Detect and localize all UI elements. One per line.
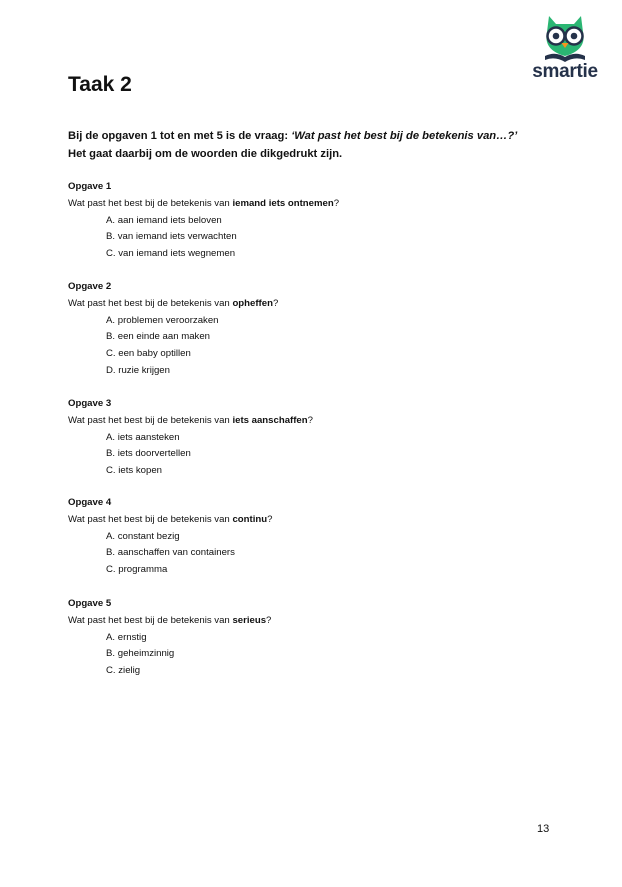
option-b: B. iets doorvertellen [106, 448, 191, 460]
question-4 [68, 495, 272, 579]
intro-line-2: Het gaat daarbij om de woorden die dikgedrukt zijn. [68, 148, 343, 160]
option-d: D. ruzie krijgen [106, 364, 170, 376]
question-title: Opgave 5 [68, 598, 112, 609]
question-2 [68, 279, 278, 380]
option-c: C. programma [106, 564, 168, 576]
question-prefix: Wat past het best bij de betekenis van [68, 297, 233, 309]
intro-prefix: Bij de opgaven 1 tot en met 5 is de vraag: [68, 130, 292, 142]
answer-options [68, 630, 271, 680]
question-text [68, 196, 339, 213]
page-number: 13 [537, 823, 550, 835]
option-a: A. aan iemand iets beloven [106, 214, 222, 226]
question-title: Opgave 3 [68, 398, 112, 409]
question-text [68, 413, 313, 430]
option-b: B. een einde aan maken [106, 331, 211, 343]
question-prefix: Wat past het best bij de betekenis van [68, 197, 233, 209]
option-c: C. zielig [106, 665, 141, 677]
answer-options [68, 313, 278, 380]
option-c: C. van iemand iets wegnemen [106, 248, 236, 260]
question-suffix: ? [272, 297, 279, 309]
option-c: C. iets kopen [106, 465, 162, 477]
option-a: A. ernstig [106, 631, 147, 643]
question-term: iets aanschaffen [232, 414, 308, 426]
question-1 [68, 179, 339, 263]
question-suffix: ? [266, 614, 272, 626]
brand-name: smartie [532, 61, 598, 82]
question-title: Opgave 2 [68, 281, 112, 292]
answer-options [68, 213, 339, 263]
option-a: A. problemen veroorzaken [106, 314, 219, 326]
page-title: Taak 2 [68, 73, 132, 96]
question-5 [68, 596, 271, 680]
question-prefix: Wat past het best bij de betekenis van [68, 414, 233, 426]
question-term: iemand iets ontnemen [232, 197, 334, 209]
question-suffix: ? [267, 513, 273, 525]
option-b: B. van iemand iets verwachten [106, 231, 237, 243]
question-term: serieus [232, 614, 267, 626]
question-title: Opgave 1 [68, 181, 112, 192]
option-c: C. een baby optillen [106, 348, 191, 360]
question-text [68, 296, 278, 313]
answer-options [68, 529, 272, 579]
option-b: B. geheimzinnig [106, 648, 175, 660]
question-suffix: ? [333, 197, 340, 209]
question-suffix: ? [307, 414, 313, 426]
owl-icon [537, 12, 593, 64]
intro-line-1 [68, 127, 517, 145]
question-prefix: Wat past het best bij de betekenis van [68, 513, 233, 525]
question-prefix: Wat past het best bij de betekenis van [68, 614, 233, 626]
question-text [68, 613, 271, 630]
question-term: continu [232, 513, 268, 525]
intro-text [68, 127, 517, 163]
intro-question: ‘Wat past het best bij de betekenis van…?’ [291, 130, 518, 142]
question-3 [68, 396, 313, 480]
question-title: Opgave 4 [68, 497, 112, 508]
option-b: B. aanschaffen van containers [106, 547, 235, 559]
option-a: A. iets aansteken [106, 431, 180, 443]
smartie-logo [526, 12, 604, 88]
question-text [68, 512, 272, 529]
answer-options [68, 430, 313, 480]
question-term: opheffen [232, 297, 273, 309]
option-a: A. constant bezig [106, 530, 180, 542]
